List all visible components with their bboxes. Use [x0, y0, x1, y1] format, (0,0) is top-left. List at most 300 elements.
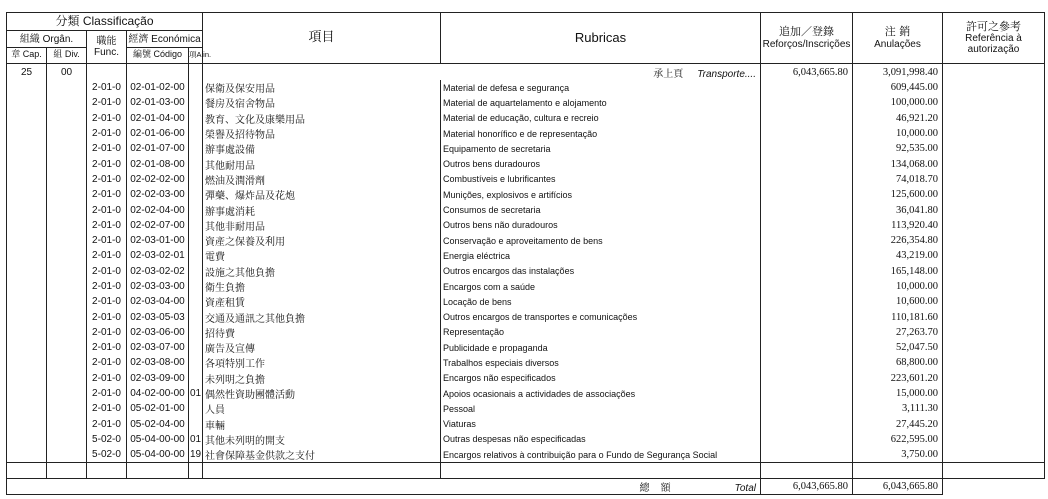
div-cell: [47, 156, 87, 171]
div-cell: [47, 233, 87, 248]
anulacoes-cell: 622,595.00: [853, 432, 943, 447]
item-zh-cell: 燃油及潤滑劑: [203, 172, 441, 187]
anulacoes-cell: 125,600.00: [853, 187, 943, 202]
anulacoes-cell: 3,750.00: [853, 447, 943, 463]
reforcos-cell: [761, 279, 853, 294]
referencia-cell: [943, 309, 1045, 324]
cap-cell: [7, 325, 47, 340]
cap-cell: [7, 218, 47, 233]
table-row: [7, 432, 1045, 447]
div-zh: 組: [53, 50, 63, 61]
table-row: [7, 80, 1045, 95]
rubrica-pt-cell: Energia eléctrica: [441, 248, 761, 263]
cap-cell: [7, 95, 47, 110]
alin-cell: 01: [189, 432, 203, 447]
codigo-cell: 02-03-05-03: [127, 309, 189, 324]
item-zh-cell: 設施之其他負擔: [203, 264, 441, 279]
referencia-cell: [943, 386, 1045, 401]
referencia-cell: [943, 264, 1045, 279]
codigo-cell: 05-02-01-00: [127, 401, 189, 416]
alin-cell: [189, 325, 203, 340]
div-cell: [47, 248, 87, 263]
func-cell: 2-01-0: [87, 264, 127, 279]
item-zh-cell: 辦事處消耗: [203, 202, 441, 217]
rubrica-pt-cell: Apoios ocasionais a actividades de associações: [441, 386, 761, 401]
referencia-cell: [943, 248, 1045, 263]
codigo-cell: 02-02-02-00: [127, 172, 189, 187]
referencia-cell: [943, 294, 1045, 309]
cap-cell: [7, 417, 47, 432]
cap-cell: [7, 141, 47, 156]
anulacoes-cell: 110,181.60: [853, 309, 943, 324]
reforcos-cell: [761, 111, 853, 126]
item-zh-cell: 未列明之負擔: [203, 371, 441, 386]
func-cell: 2-01-0: [87, 248, 127, 263]
func-cell: 2-01-0: [87, 111, 127, 126]
func-cell: 2-01-0: [87, 156, 127, 171]
func-cell: 5-02-0: [87, 447, 127, 463]
total-pt: Total: [734, 483, 756, 495]
item-zh-cell: 人員: [203, 401, 441, 416]
referencia-cell: [943, 401, 1045, 416]
classification-pt: Classificação: [82, 13, 154, 28]
table-row: [7, 264, 1045, 279]
anulacoes-cell: 113,920.40: [853, 218, 943, 233]
div-cell: [47, 202, 87, 217]
ref-zh: 許可之參考: [966, 19, 1021, 33]
anulacoes-zh: 注 銷: [884, 25, 911, 39]
alin-cell: [189, 126, 203, 141]
alin-cell: [189, 371, 203, 386]
item-zh-cell: 衛生負擔: [203, 279, 441, 294]
referencia-cell: [943, 371, 1045, 386]
div-cell: [47, 355, 87, 370]
codigo-cell: 02-02-07-00: [127, 218, 189, 233]
table-row: [7, 355, 1045, 370]
referencia-cell: [943, 141, 1045, 156]
item-zh-cell: 車輛: [203, 417, 441, 432]
referencia-cell: [943, 325, 1045, 340]
cap-cell: [7, 248, 47, 263]
alin-cell: [189, 187, 203, 202]
cap-cell: [7, 233, 47, 248]
transport-zh: 承上頁: [653, 68, 684, 80]
func-cell: 2-01-0: [87, 279, 127, 294]
codigo-cell: 02-01-07-00: [127, 141, 189, 156]
rubrica-pt-cell: Pessoal: [441, 401, 761, 416]
table-row: [7, 218, 1045, 233]
cap-pt: Cap.: [22, 49, 42, 60]
referencia-cell: [943, 156, 1045, 171]
anulacoes-cell: 10,000.00: [853, 126, 943, 141]
reforcos-cell: [761, 187, 853, 202]
anulacoes-cell: 100,000.00: [853, 95, 943, 110]
func-cell: 2-01-0: [87, 233, 127, 248]
anulacoes-cell: 10,600.00: [853, 294, 943, 309]
table-row: [7, 309, 1045, 324]
reforcos-cell: [761, 233, 853, 248]
codigo-cell: 02-03-04-00: [127, 294, 189, 309]
referencia-cell: [943, 111, 1045, 126]
reforcos-cell: [761, 309, 853, 324]
alin-cell: [189, 141, 203, 156]
item-zh-cell: 資產之保養及利用: [203, 233, 441, 248]
table-row: [7, 325, 1045, 340]
referencia-cell: [943, 202, 1045, 217]
div-cell: [47, 141, 87, 156]
div-cell: [47, 279, 87, 294]
table-row: [7, 401, 1045, 416]
table-row: [7, 156, 1045, 171]
table-row: [7, 111, 1045, 126]
referencia-cell: [943, 355, 1045, 370]
rubrica-pt-cell: Consumos de secretaria: [441, 202, 761, 217]
codigo-header: [127, 48, 189, 64]
cap-cell: [7, 156, 47, 171]
referencia-cell: [943, 218, 1045, 233]
rubrica-pt-cell: Material de aquartelamento e alojamento: [441, 95, 761, 110]
table-row: [7, 95, 1045, 110]
table-header: [7, 13, 1045, 64]
alin-cell: [189, 309, 203, 324]
table-row: [7, 371, 1045, 386]
div-cell: [47, 294, 87, 309]
reforcos-cell: [761, 172, 853, 187]
alin-cell: [189, 248, 203, 263]
func-cell: 2-01-0: [87, 309, 127, 324]
reforcos-cell: [761, 218, 853, 233]
func-cell: 2-01-0: [87, 80, 127, 95]
anulacoes-cell: 92,535.00: [853, 141, 943, 156]
alin-cell: [189, 80, 203, 95]
alin-cell: [189, 264, 203, 279]
div-cell: [47, 325, 87, 340]
rubrica-pt-cell: Material de educação, cultura e recreio: [441, 111, 761, 126]
table-row: [7, 141, 1045, 156]
item-zh-cell: 交通及通訊之其他負擔: [203, 309, 441, 324]
table-row: [7, 233, 1045, 248]
referencia-cell: [943, 340, 1045, 355]
table-row: [7, 294, 1045, 309]
anulacoes-cell: 134,068.00: [853, 156, 943, 171]
rubrica-pt-cell: Material de defesa e segurança: [441, 80, 761, 95]
alin-zh: 項: [189, 50, 197, 60]
func-cell: 2-01-0: [87, 355, 127, 370]
rubrica-pt-cell: Outros bens duradouros: [441, 156, 761, 171]
codigo-cell: 02-01-03-00: [127, 95, 189, 110]
div-pt: Div.: [64, 49, 80, 60]
classification-zh: 分類: [55, 13, 80, 28]
reforcos-cell: [761, 447, 853, 463]
anulacoes-cell: 27,445.20: [853, 417, 943, 432]
cap-cell: [7, 355, 47, 370]
codigo-cell: 05-04-00-00: [127, 447, 189, 463]
alin-cell: 01: [189, 386, 203, 401]
reforcos-cell: [761, 141, 853, 156]
referencia-cell: [943, 187, 1045, 202]
codigo-cell: 05-04-00-00: [127, 432, 189, 447]
item-zh-cell: 彈藥、爆炸品及花炮: [203, 187, 441, 202]
referencia-cell: [943, 417, 1045, 432]
alin-header: [189, 48, 212, 64]
codigo-cell: 02-03-08-00: [127, 355, 189, 370]
func-zh: 職能: [96, 36, 117, 47]
transport-anulacoes: 3,091,998.40: [853, 64, 943, 81]
anulacoes-cell: 46,921.20: [853, 111, 943, 126]
table-row: [7, 386, 1045, 401]
item-zh-cell: 教育、文化及康樂用品: [203, 111, 441, 126]
rubrica-pt-cell: Trabalhos especiais diversos: [441, 355, 761, 370]
reforcos-cell: [761, 80, 853, 95]
codigo-zh: 編號: [132, 50, 151, 61]
reforcos-cell: [761, 248, 853, 263]
alin-pt: Alin.: [196, 50, 212, 60]
item-zh-cell: 偶然性資助團體活動: [203, 386, 441, 401]
codigo-cell: 02-03-02-01: [127, 248, 189, 263]
cap-cell: [7, 126, 47, 141]
item-zh-cell: 其他未列明的開支: [203, 432, 441, 447]
rubrica-pt-cell: Material honorífico e de representação: [441, 126, 761, 141]
anulacoes-header: [853, 13, 943, 64]
div-cell: [47, 432, 87, 447]
reforcos-cell: [761, 294, 853, 309]
div-cell: [47, 218, 87, 233]
organ-pt: Orgân.: [42, 33, 74, 45]
func-cell: 2-01-0: [87, 340, 127, 355]
referencia-cell: [943, 172, 1045, 187]
table-row: [7, 279, 1045, 294]
referencia-cell: [943, 233, 1045, 248]
func-cell: 2-01-0: [87, 187, 127, 202]
rubrica-pt-cell: Outros encargos das instalações: [441, 264, 761, 279]
item-zh-cell: 榮譽及招待物品: [203, 126, 441, 141]
cap-cell: [7, 386, 47, 401]
item-zh-cell: 辦事處設備: [203, 141, 441, 156]
anulacoes-cell: 52,047.50: [853, 340, 943, 355]
anulacoes-cell: 27,263.70: [853, 325, 943, 340]
cap-zh: 章: [11, 50, 21, 61]
table-row: [7, 248, 1045, 263]
transport-reforcos: 6,043,665.80: [761, 64, 853, 81]
table-row: [7, 417, 1045, 432]
table-row: [7, 172, 1045, 187]
referencia-cell: [943, 279, 1045, 294]
func-cell: 2-01-0: [87, 202, 127, 217]
rubrica-pt-cell: Conservação e aproveitamento de bens: [441, 233, 761, 248]
cap-cell: [7, 111, 47, 126]
item-zh-cell: 招待費: [203, 325, 441, 340]
alin-cell: [189, 156, 203, 171]
cap-cell: [7, 172, 47, 187]
div-cell: [47, 386, 87, 401]
div-cell: [47, 95, 87, 110]
total-anulacoes: 6,043,665.80: [853, 479, 943, 495]
div-cell: [47, 80, 87, 95]
cap-cell: 25: [7, 64, 47, 81]
item-zh-cell: 廣告及宣傳: [203, 340, 441, 355]
reforcos-header: [761, 13, 853, 64]
func-cell: 2-01-0: [87, 386, 127, 401]
item-zh-cell: 資產租賃: [203, 294, 441, 309]
ref-pt1: Referência à: [965, 33, 1022, 45]
codigo-cell: 02-02-03-00: [127, 187, 189, 202]
func-cell: 2-01-0: [87, 371, 127, 386]
anulacoes-cell: 36,041.80: [853, 202, 943, 217]
rubrica-pt-cell: Representação: [441, 325, 761, 340]
table-row: [7, 202, 1045, 217]
codigo-cell: 02-01-04-00: [127, 111, 189, 126]
reforcos-cell: [761, 95, 853, 110]
div-cell: [47, 371, 87, 386]
codigo-cell: 02-02-04-00: [127, 202, 189, 217]
referencia-cell: [943, 126, 1045, 141]
rubrica-pt-cell: Viaturas: [441, 417, 761, 432]
cap-cell: [7, 432, 47, 447]
reforcos-cell: [761, 126, 853, 141]
rubricas-header: Rubricas: [441, 13, 761, 64]
rubrica-pt-cell: Publicidade e propaganda: [441, 340, 761, 355]
anulacoes-cell: 74,018.70: [853, 172, 943, 187]
table-row: [7, 447, 1045, 463]
alin-cell: [189, 417, 203, 432]
referencia-cell: [943, 432, 1045, 447]
rubrica-pt-cell: Combustíveis e lubrificantes: [441, 172, 761, 187]
anulacoes-cell: 10,000.00: [853, 279, 943, 294]
codigo-cell: 02-03-03-00: [127, 279, 189, 294]
func-cell: 2-01-0: [87, 294, 127, 309]
func-cell: 2-01-0: [87, 141, 127, 156]
div-cell: [47, 172, 87, 187]
alin-cell: [189, 401, 203, 416]
div-cell: [47, 187, 87, 202]
cap-header: [7, 48, 47, 64]
codigo-cell: 02-03-01-00: [127, 233, 189, 248]
reforcos-cell: [761, 325, 853, 340]
table-row: [7, 126, 1045, 141]
codigo-cell: 02-01-08-00: [127, 156, 189, 171]
total-reforcos: 6,043,665.80: [761, 479, 853, 495]
ledger-table: [6, 12, 1045, 495]
func-cell: 2-01-0: [87, 417, 127, 432]
alin-cell: [189, 355, 203, 370]
anulacoes-cell: 43,219.00: [853, 248, 943, 263]
econ-pt: Económica: [151, 33, 201, 45]
func-cell: 2-01-0: [87, 401, 127, 416]
organ-zh: 組織: [19, 33, 40, 45]
referencia-header: [943, 13, 1045, 64]
alin-cell: [189, 95, 203, 110]
func-cell: 5-02-0: [87, 432, 127, 447]
cap-cell: [7, 340, 47, 355]
reforcos-cell: [761, 264, 853, 279]
item-zh-cell: 保衛及保安用品: [203, 80, 441, 95]
func-cell: 2-01-0: [87, 126, 127, 141]
cap-cell: [7, 80, 47, 95]
cap-cell: [7, 401, 47, 416]
cap-cell: [7, 371, 47, 386]
referencia-cell: [943, 80, 1045, 95]
reforcos-cell: [761, 432, 853, 447]
budget-ledger-page: [6, 12, 1044, 495]
transport-pt: Transporte....: [697, 68, 756, 80]
reforcos-cell: [761, 340, 853, 355]
func-cell: 2-01-0: [87, 95, 127, 110]
codigo-cell: 04-02-00-00: [127, 386, 189, 401]
div-cell: 00: [47, 64, 87, 81]
func-cell: 2-01-0: [87, 218, 127, 233]
codigo-cell: 02-03-07-00: [127, 340, 189, 355]
total-section: [7, 463, 1045, 495]
anulacoes-cell: 68,800.00: [853, 355, 943, 370]
reforcos-cell: [761, 371, 853, 386]
anulacoes-cell: 226,354.80: [853, 233, 943, 248]
cap-cell: [7, 187, 47, 202]
item-zh-cell: 電費: [203, 248, 441, 263]
div-cell: [47, 126, 87, 141]
rubrica-pt-cell: Encargos relativos à contribuição para o Fundo de Segurança Social: [441, 447, 761, 463]
codigo-pt: Código: [153, 49, 183, 60]
anulacoes-cell: 223,601.20: [853, 371, 943, 386]
reforcos-cell: [761, 202, 853, 217]
rubrica-pt-cell: Encargos com a saúde: [441, 279, 761, 294]
transport-row: [7, 64, 1045, 81]
classification-header: [7, 13, 203, 31]
reforcos-cell: [761, 401, 853, 416]
rubrica-pt-cell: Encargos não especificados: [441, 371, 761, 386]
alin-cell: [189, 202, 203, 217]
cap-cell: [7, 309, 47, 324]
codigo-cell: 02-03-06-00: [127, 325, 189, 340]
codigo-cell: 05-02-04-00: [127, 417, 189, 432]
cap-cell: [7, 447, 47, 463]
reforcos-pt: Reforços/Inscrições: [762, 38, 851, 50]
div-header: [47, 48, 87, 64]
alin-cell: [189, 233, 203, 248]
div-cell: [47, 309, 87, 324]
item-zh-cell: 其他非耐用品: [203, 218, 441, 233]
alin-cell: [189, 111, 203, 126]
rubrica-pt-cell: Outros bens não duradouros: [441, 218, 761, 233]
rubrica-pt-cell: Outras despesas não especificadas: [441, 432, 761, 447]
anulacoes-pt: Anulações: [874, 38, 921, 50]
cap-cell: [7, 279, 47, 294]
func-cell: 2-01-0: [87, 172, 127, 187]
total-zh: 總 額: [639, 483, 675, 495]
reforcos-cell: [761, 386, 853, 401]
table-row: [7, 340, 1045, 355]
alin-cell: [189, 294, 203, 309]
alin-cell: [189, 218, 203, 233]
func-pt: Func.: [93, 47, 119, 58]
anulacoes-cell: 609,445.00: [853, 80, 943, 95]
organ-header: [7, 31, 87, 48]
item-zh-header: 項目: [203, 13, 441, 64]
div-cell: [47, 111, 87, 126]
div-cell: [47, 447, 87, 463]
transport-label: [203, 64, 761, 81]
div-cell: [47, 417, 87, 432]
anulacoes-cell: 3,111.30: [853, 401, 943, 416]
rubrica-pt-cell: Outros encargos de transportes e comunicações: [441, 309, 761, 324]
cap-cell: [7, 294, 47, 309]
div-cell: [47, 340, 87, 355]
item-zh-cell: 社會保障基金供款之支付: [203, 447, 441, 463]
rubrica-pt-cell: Munições, explosivos e artifícios: [441, 187, 761, 202]
codigo-cell: 02-03-02-02: [127, 264, 189, 279]
cap-cell: [7, 264, 47, 279]
alin-cell: 19: [189, 447, 203, 463]
codigo-cell: 02-03-09-00: [127, 371, 189, 386]
